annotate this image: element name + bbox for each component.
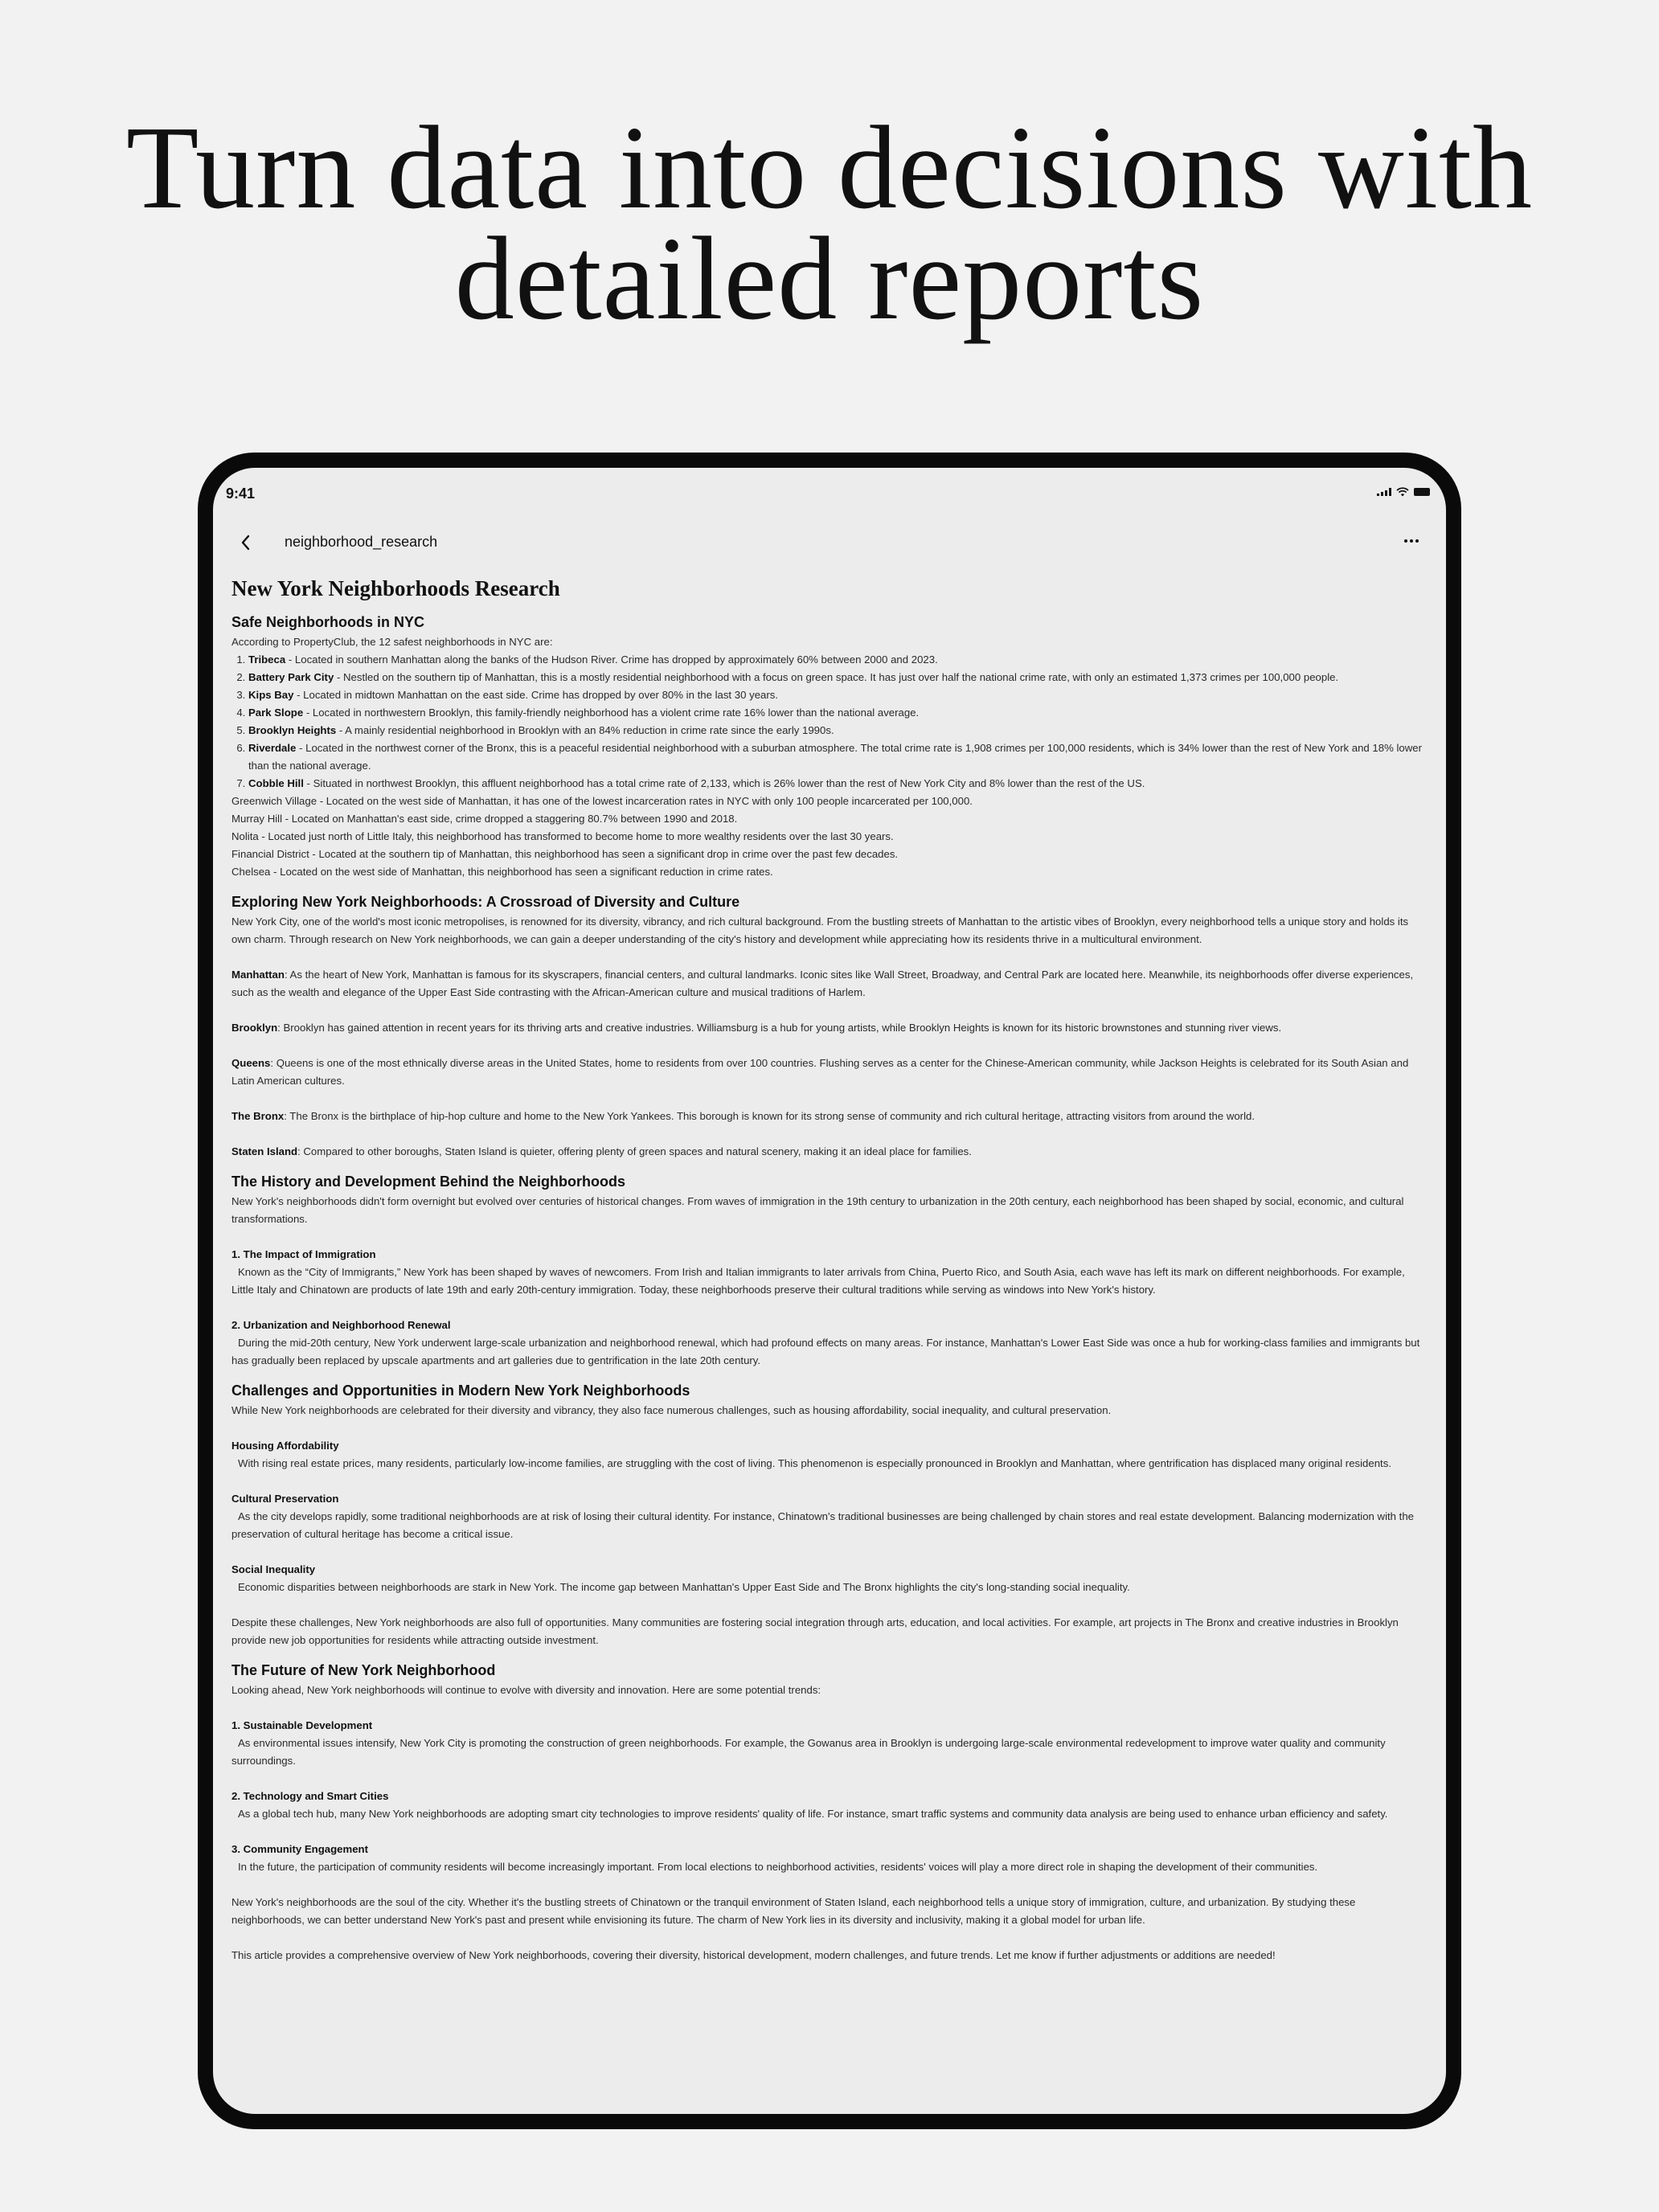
list-item: 7. Cobble Hill - Situated in northwest Brooklyn, this affluent neighborhood has a total crime rate of 2,133, which is 26% lower than the rest of New York City and 8% lower than the rest of the US. (248, 775, 1428, 793)
nav-title: neighborhood_research (285, 534, 438, 550)
wifi-icon (1396, 487, 1409, 497)
paragraph: Brooklyn: Brooklyn has gained attention in recent years for its thriving arts and creative industries. Williamsburg is a hub for young artists, while Brooklyn Heights is known for its historic brownstones and stunning river views. (231, 1022, 1282, 1034)
paragraph: As the city develops rapidly, some traditional neighborhoods are at risk of losing their cultural identity. For instance, Chinatown's traditional businesses are being challenged by chain stores and real estate development. Balancing modernization with the preservation of cultural heritage has become a critical issue. (231, 1510, 1414, 1540)
list-item: 4. Park Slope - Located in northwestern Brooklyn, this family-friendly neighborhood has a violent crime rate 16% lower than the national average. (248, 704, 1428, 722)
paragraph: Looking ahead, New York neighborhoods will continue to evolve with diversity and innovation. Here are some potential trends: (231, 1684, 821, 1696)
paragraph: New York City, one of the world's most iconic metropolises, is renowned for its diversity, vibrancy, and rich cultural background. From the bustling streets of Manhattan to the artistic vibes of Brooklyn, every neighborhood tells a unique story and holds its own charm. Through research on New York neighborhoods, we can gain a deeper understanding of the city's history and development while appreciating how its residents thrive in a multicultural environment. (231, 916, 1409, 945)
marketing-headline (0, 102, 1659, 345)
section-heading-challenges: Challenges and Opportunities in Modern New York Neighborhoods (231, 1382, 690, 1399)
headline-line-1: Turn data into decisions with (125, 102, 1534, 234)
battery-icon (1414, 488, 1430, 496)
list-item: 1. Tribeca - Located in southern Manhattan along the banks of the Hudson River. Crime has dropped by approximately 60% between 2000 and 2023. (248, 651, 1428, 669)
paragraph: As environmental issues intensify, New York City is promoting the construction of green neighborhoods. For example, the Gowanus area in Brooklyn is undergoing large-scale environmental redevelopment to improve water quality and community surroundings. (231, 1737, 1386, 1767)
paragraph: Murray Hill - Located on Manhattan's east side, crime dropped a staggering 80.7% between 1990 and 2018. (231, 813, 738, 825)
paragraph: Staten Island: Compared to other boroughs, Staten Island is quieter, offering plenty of green spaces and natural scenery, making it an ideal place for families. (231, 1145, 972, 1157)
paragraph: In the future, the participation of community residents will become increasingly important. From local elections to neighborhood activities, residents' voices will play a more direct role in shaping the development of their communities. (238, 1861, 1318, 1873)
paragraph: Greenwich Village - Located on the west side of Manhattan, it has one of the lowest incarceration rates in NYC with only 100 people incarcerated per 100,000. (231, 795, 973, 807)
paragraph: Chelsea - Located on the west side of Manhattan, this neighborhood has seen a significant reduction in crime rates. (231, 866, 773, 878)
subheading: 2. Urbanization and Neighborhood Renewal (231, 1319, 451, 1331)
list-item: 6. Riverdale - Located in the northwest corner of the Bronx, this is a peaceful residential neighborhood with a suburban atmosphere. The total crime rate is 1,908 crimes per 100,000 residents, which is 34% lower than the rest of New York and 18% lower than the national average. (248, 739, 1428, 775)
cellular-signal-icon (1377, 488, 1391, 496)
document-title: New York Neighborhoods Research (231, 576, 560, 600)
subheading: 1. The Impact of Immigration (231, 1248, 376, 1260)
more-options-icon[interactable] (1401, 533, 1422, 549)
headline-line-2: detailed reports (454, 213, 1205, 345)
paragraph: During the mid-20th century, New York underwent large-scale urbanization and neighborhood renewal, which had profound effects on many areas. For instance, Manhattan's Lower East Side was once a hub for working-class families and immigrants but has gradually been replaced by upscale apartments and art galleries due to gentrification in the late 20th century. (231, 1337, 1420, 1366)
paragraph: As a global tech hub, many New York neighborhoods are adopting smart city technologies to improve residents' quality of life. For instance, smart traffic systems and community data analysis are being used to enhance urban efficiency and safety. (238, 1808, 1388, 1820)
tablet-screen (213, 468, 1446, 2114)
paragraph: This article provides a comprehensive overview of New York neighborhoods, covering their diversity, historical development, modern challenges, and future trends. Let me know if further adjustments or additions are needed! (231, 1949, 1276, 1961)
subheading: Social Inequality (231, 1563, 316, 1575)
list-item: 5. Brooklyn Heights - A mainly residential neighborhood in Brooklyn with an 84% reduction in crime rate since the early 1990s. (248, 722, 1428, 739)
navigation-bar (237, 530, 1422, 555)
subheading: 1. Sustainable Development (231, 1719, 373, 1731)
paragraph: Financial District - Located at the southern tip of Manhattan, this neighborhood has seen a significant drop in crime over the past few decades. (231, 848, 899, 860)
paragraph: New York's neighborhoods are the soul of the city. Whether it's the bustling streets of Chinatown or the tranquil environment of Staten Island, each neighborhood tells a unique story of immigration, culture, and urbanization. By studying these neighborhoods, we can better understand New York's past and present while envisioning its future. The charm of New York lies in its diversity and inclusivity, making it a global model for urban life. (231, 1896, 1356, 1926)
section-heading-safe: Safe Neighborhoods in NYC (231, 614, 425, 630)
paragraph: According to PropertyClub, the 12 safest neighborhoods in NYC are: (231, 636, 553, 648)
section-heading-history: The History and Development Behind the Neighborhoods (231, 1174, 626, 1190)
subheading: 3. Community Engagement (231, 1843, 368, 1855)
document-content (231, 574, 1428, 1964)
paragraph: New York's neighborhoods didn't form overnight but evolved over centuries of historical changes. From waves of immigration in the 19th century to urbanization in the 20th century, each neighborhood has been shaped by social, economic, and cultural transformations. (231, 1195, 1404, 1225)
section-heading-future: The Future of New York Neighborhood (231, 1662, 496, 1678)
status-time: 9:41 (226, 485, 256, 502)
paragraph: Despite these challenges, New York neighborhoods are also full of opportunities. Many communities are fostering social integration through arts, education, and local activities. For example, art projects in The Bronx and creative industries in Brooklyn provide new job opportunities for residents while attracting outside investment. (231, 1616, 1399, 1646)
paragraph: The Bronx: The Bronx is the birthplace of hip-hop culture and home to the New York Yankees. This borough is known for its strong sense of community and rich cultural heritage, attracting visitors from around the world. (231, 1110, 1255, 1122)
subheading: 2. Technology and Smart Cities (231, 1790, 389, 1802)
subheading: Cultural Preservation (231, 1493, 339, 1505)
paragraph: Queens: Queens is one of the most ethnically diverse areas in the United States, home to residents from over 100 countries. Flushing serves as a center for the Chinese-American community, while Jackson Heights is celebrated for its South Asian and Latin American cultures. (231, 1057, 1409, 1087)
status-icons (1377, 487, 1430, 497)
list-item: 3. Kips Bay - Located in midtown Manhattan on the east side. Crime has dropped by over 80% in the last 30 years. (248, 686, 1428, 704)
chevron-left-icon[interactable] (237, 532, 255, 553)
paragraph: With rising real estate prices, many residents, particularly low-income families, are struggling with the cost of living. This phenomenon is especially pronounced in Brooklyn and Manhattan, where gentrification has displaced many original residents. (238, 1457, 1391, 1469)
paragraph: Known as the “City of Immigrants,” New York has been shaped by waves of newcomers. From Irish and Italian immigrants to later arrivals from China, Puerto Rico, and South Asia, each wave has left its mark on different neighborhoods. For example, Little Italy and Chinatown are products of late 19th and early 20th-century immigration. Today, these neighborhoods preserve their cultural traditions while serving as windows into New York's history. (231, 1266, 1405, 1296)
paragraph: While New York neighborhoods are celebrated for their diversity and vibrancy, they also face numerous challenges, such as housing affordability, social inequality, and cultural preservation. (231, 1404, 1112, 1416)
subheading: Housing Affordability (231, 1440, 339, 1452)
paragraph: Nolita - Located just north of Little Italy, this neighborhood has transformed to become home to more wealthy residents over the last 30 years. (231, 830, 894, 842)
list-item: 2. Battery Park City - Nestled on the southern tip of Manhattan, this is a mostly residential neighborhood with a focus on green space. It has just over half the national crime rate, with only an estimated 1,373 crimes per 100,000 people. (248, 669, 1428, 686)
safe-neighborhood-list (231, 651, 1428, 793)
paragraph: Economic disparities between neighborhoods are stark in New York. The income gap between Manhattan's Upper East Side and The Bronx highlights the city's long-standing social inequality. (238, 1581, 1130, 1593)
section-heading-exploring: Exploring New York Neighborhoods: A Crossroad of Diversity and Culture (231, 894, 740, 910)
paragraph: Manhattan: As the heart of New York, Manhattan is famous for its skyscrapers, financial centers, and cultural landmarks. Iconic sites like Wall Street, Broadway, and Central Park are located here. Meanwhile, its neighborhoods offer diverse experiences, such as the wealth and elegance of the Upper East Side contrasting with the African-American culture and musical traditions of Harlem. (231, 969, 1414, 998)
